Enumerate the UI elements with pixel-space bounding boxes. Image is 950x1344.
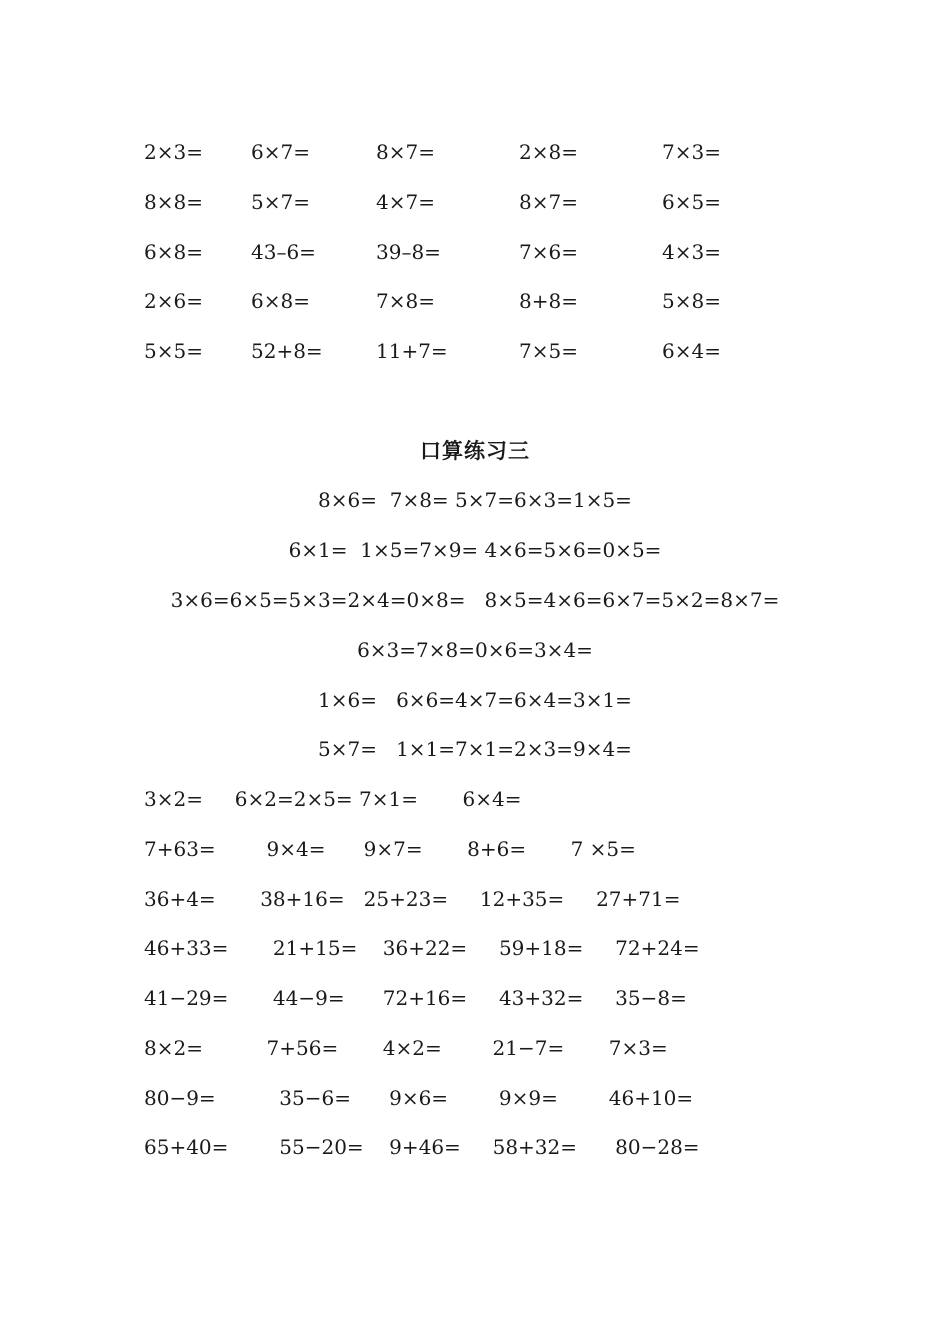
problem-row [0,237,950,267]
centered-problem-line: 3×6=6×5=5×3=2×4=0×8= 8×5=4×6=6×7=5×2=8×7= [170,588,780,612]
problem-line: 36+4= 38+16= 25+23= 12+35= 27+71= [144,887,681,911]
problem-cell: 6×8= [144,240,203,264]
problem-line: 3×2= 6×2=2×5= 7×1= 6×4= [144,787,522,811]
problem-cell: 8×7= [376,140,435,164]
problem-cell: 39–8= [376,240,441,264]
problem-row [0,286,950,316]
problem-row [0,137,950,167]
problem-line: 41−29= 44−9= 72+16= 43+32= 35−8= [144,986,687,1010]
problem-cell: 6×5= [662,190,721,214]
centered-problem-line: 1×6= 6×6=4×7=6×4=3×1= [318,688,632,712]
problem-cell: 6×7= [251,140,310,164]
section-title: 口算练习三 [420,438,530,463]
problem-cell: 7×6= [519,240,578,264]
problem-row [0,187,950,217]
problem-cell: 2×6= [144,289,203,313]
problem-cell: 52+8= [251,339,323,363]
problem-cell: 4×3= [662,240,721,264]
problem-cell: 6×8= [251,289,310,313]
problem-cell: 2×8= [519,140,578,164]
problem-line: 46+33= 21+15= 36+22= 59+18= 72+24= [144,936,700,960]
centered-problem-line: 8×6= 7×8= 5×7=6×3=1×5= [318,488,632,512]
problem-cell: 8×7= [519,190,578,214]
problem-cell: 6×4= [662,339,721,363]
problem-cell: 7×8= [376,289,435,313]
problem-cell: 7×3= [662,140,721,164]
centered-problem-line: 5×7= 1×1=7×1=2×3=9×4= [318,737,632,761]
problem-cell: 4×7= [376,190,435,214]
problem-cell: 43–6= [251,240,316,264]
problem-line: 8×2= 7+56= 4×2= 21−7= 7×3= [144,1036,668,1060]
problem-cell: 5×5= [144,339,203,363]
problem-cell: 11+7= [376,339,448,363]
problem-line: 80−9= 35−6= 9×6= 9×9= 46+10= [144,1086,694,1110]
problem-cell: 7×5= [519,339,578,363]
problem-cell: 8×8= [144,190,203,214]
problem-line: 7+63= 9×4= 9×7= 8+6= 7 ×5= [144,837,636,861]
centered-problem-line: 6×1= 1×5=7×9= 4×6=5×6=0×5= [288,538,662,562]
centered-problem-line: 6×3=7×8=0×6=3×4= [357,638,593,662]
problem-cell: 2×3= [144,140,203,164]
problem-cell: 5×7= [251,190,310,214]
problem-line: 65+40= 55−20= 9+46= 58+32= 80−28= [144,1135,700,1159]
problem-row [0,336,950,366]
problem-cell: 5×8= [662,289,721,313]
problem-cell: 8+8= [519,289,578,313]
